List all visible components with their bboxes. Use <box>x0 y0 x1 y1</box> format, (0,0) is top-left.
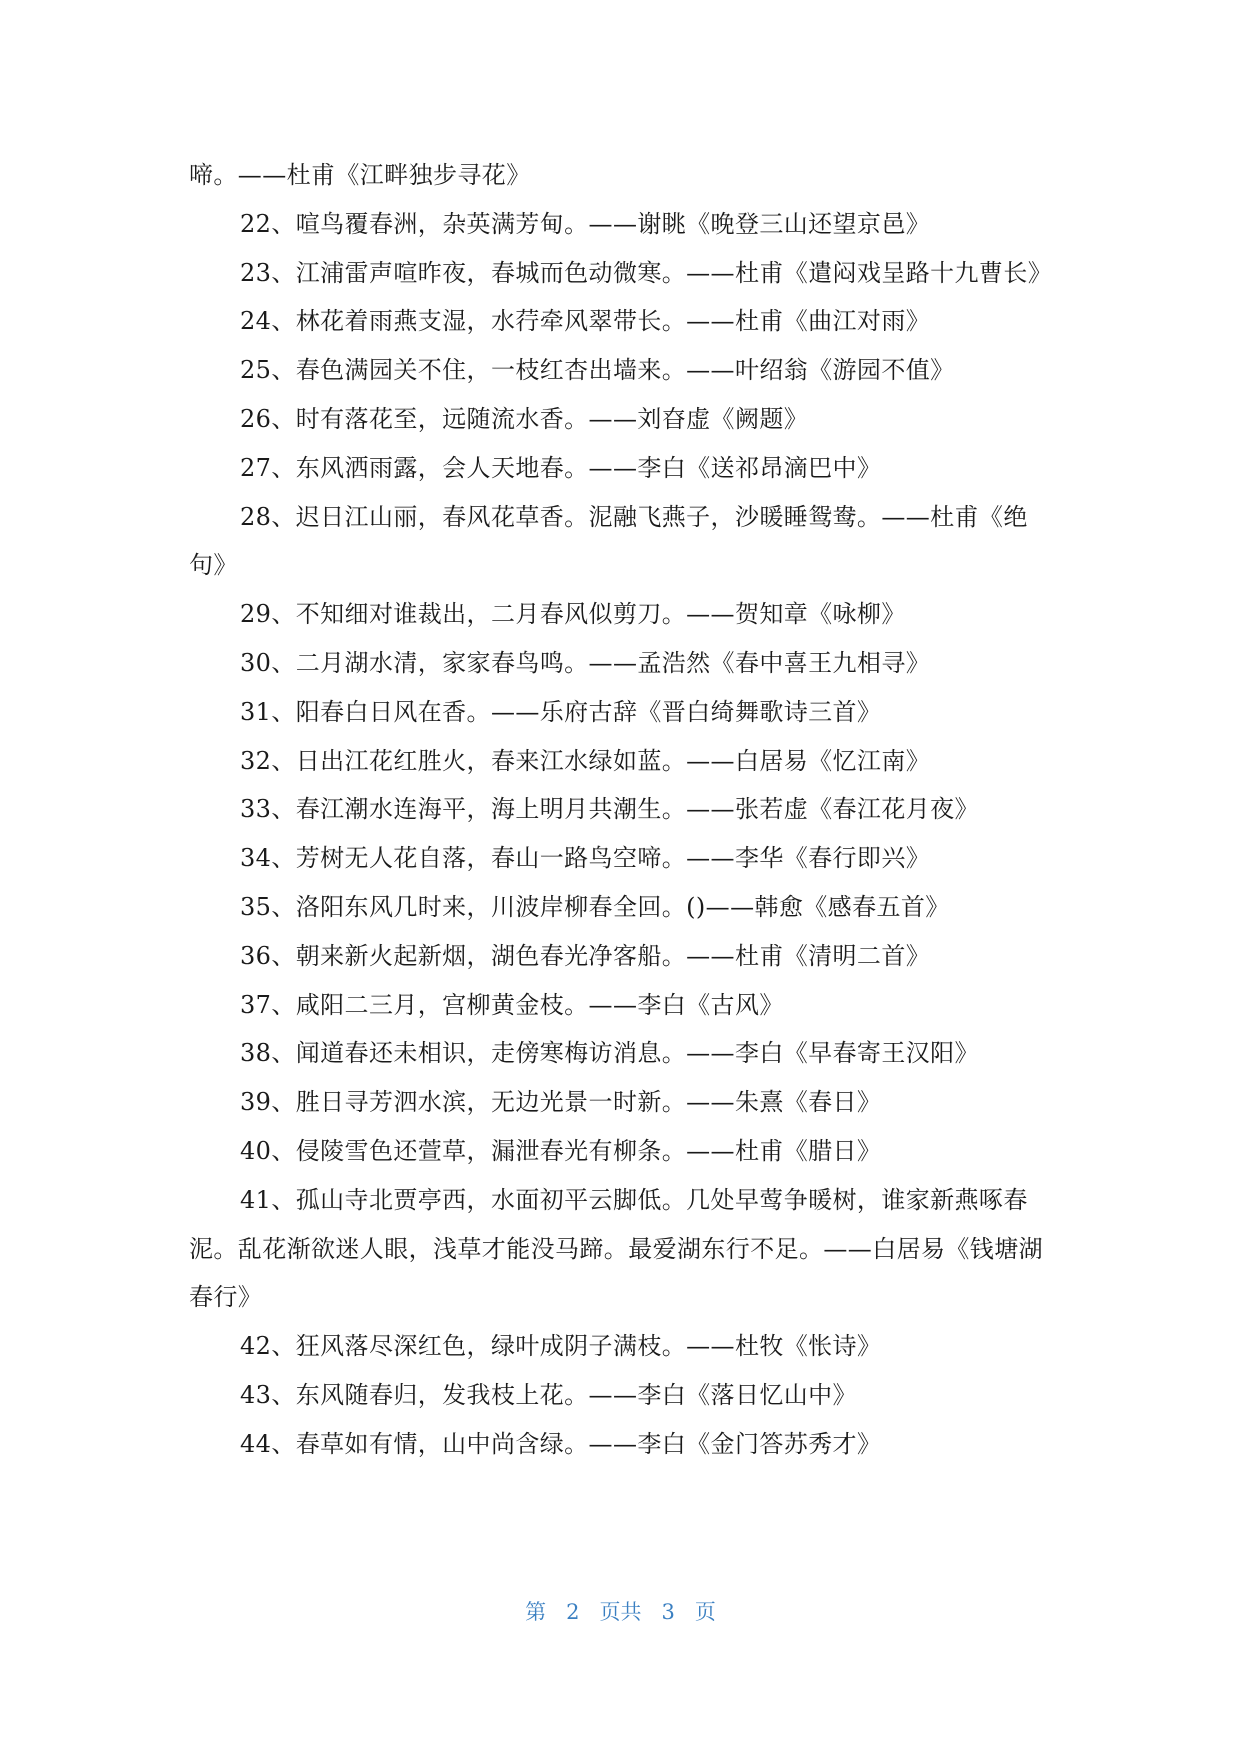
list-item: 25、春色满园关不住，一枝红杏出墙来。——叶绍翁《游园不值》 <box>240 356 955 385</box>
list-item: 39、胜日寻芳泗水滨，无边光景一时新。——朱熹《春日》 <box>240 1088 882 1117</box>
list-item: 31、阳春白日风在香。——乐府古辞《晋白绮舞歌诗三首》 <box>240 697 882 726</box>
list-item: 30、二月湖水清，家家春鸟鸣。——孟浩然《春中喜王九相寻》 <box>240 648 931 677</box>
page-footer <box>0 1596 1241 1626</box>
list-item: 26、时有落花至，远随流水香。——刘昚虚《阙题》 <box>240 404 809 433</box>
list-item: 37、咸阳二三月，宫柳黄金枝。——李白《古风》 <box>240 990 784 1019</box>
footer-page-word: 第 <box>525 1600 547 1624</box>
list-item: 40、侵陵雪色还萱草，漏泄春光有柳条。——杜甫《腊日》 <box>240 1136 882 1165</box>
list-item: 44、春草如有情，山中尚含绿。——李白《金门答苏秀才》 <box>240 1429 882 1458</box>
list-item: 29、不知细对谁裁出，二月春风似剪刀。——贺知章《咏柳》 <box>240 600 906 629</box>
list-item: 42、狂风落尽深红色，绿叶成阴子满枝。——杜牧《怅诗》 <box>240 1332 882 1361</box>
list-item: 33、春江潮水连海平，海上明月共潮生。——张若虚《春江花月夜》 <box>240 795 979 824</box>
poem-list <box>189 151 1055 1469</box>
list-item: 27、东风洒雨露，会人天地春。——李白《送祁昂滴巴中》 <box>240 453 882 482</box>
footer-page-unit: 页 <box>694 1600 716 1624</box>
footer-page-of: 页共 <box>599 1600 642 1624</box>
list-item: 啼。——杜甫《江畔独步寻花》 <box>189 161 531 189</box>
list-item: 34、芳树无人花自落，春山一路鸟空啼。——李华《春行即兴》 <box>240 844 931 873</box>
list-item: 36、朝来新火起新烟，湖色春光净客船。——杜甫《清明二首》 <box>240 941 931 970</box>
footer-page-total: 3 <box>661 1600 675 1624</box>
list-item: 28、迟日江山丽，春风花草香。泥融飞燕子，沙暖睡鸳鸯。——杜甫《绝句》 <box>189 502 1028 580</box>
list-item: 23、江浦雷声喧昨夜，春城而色动微寒。——杜甫《遣闷戏呈路十九曹长》 <box>240 258 1053 287</box>
list-item: 22、喧鸟覆春洲，杂英满芳甸。——谢眺《晚登三山还望京邑》 <box>240 209 931 238</box>
list-item: 35、洛阳东风几时来，川波岸柳春全回。()——韩愈《感春五首》 <box>240 892 950 921</box>
list-item: 41、孤山寺北贾亭西，水面初平云脚低。几处早莺争暖树，谁家新燕啄春泥。乱花渐欲迷人眼，浅草才能没马蹄。最爱湖东行不足。——白居易《钱塘湖春行》 <box>189 1185 1043 1312</box>
list-item: 43、东风随春归，发我枝上花。——李白《落日忆山中》 <box>240 1380 857 1409</box>
footer-page-current: 2 <box>566 1600 580 1624</box>
list-item: 38、闻道春还未相识，走傍寒梅访消息。——李白《早春寄王汉阳》 <box>240 1039 979 1068</box>
list-item: 24、林花着雨燕支湿，水荇牵风翠带长。——杜甫《曲江对雨》 <box>240 307 931 336</box>
list-item: 32、日出江花红胜火，春来江水绿如蓝。——白居易《忆江南》 <box>240 746 931 775</box>
